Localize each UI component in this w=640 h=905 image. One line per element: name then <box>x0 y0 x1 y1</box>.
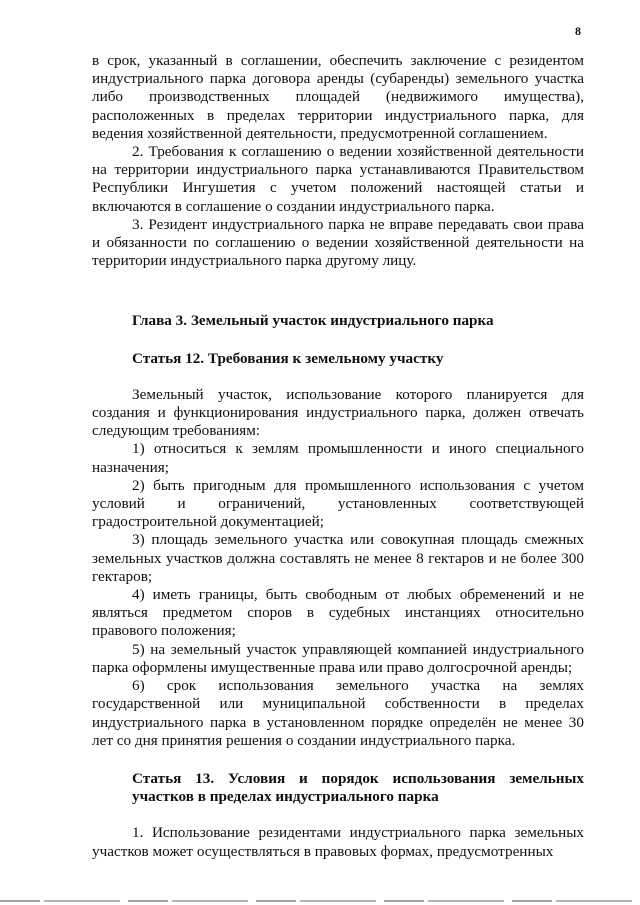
requirement-item-2: 2) быть пригодным для промышленного использования с учетом условий и ограничений, установленных соответствующей градостроительной документацией; <box>92 476 584 531</box>
requirement-item-4: 4) иметь границы, быть свободным от любых обременений и не являться предметом споров в судебных инстанциях относительно правового положения; <box>92 586 584 640</box>
requirement-item-5: 5) на земельный участок управляющей компанией индустриального парка оформлены имущественные права или право долгосрочной аренды; <box>92 640 584 676</box>
requirement-item-3: 3) площадь земельного участка или совокупная площадь смежных земельных участков должна составлять не менее 8 гектаров и не более 300 гектаров; <box>92 531 584 585</box>
paragraph-2: 2. Требования к соглашению о ведении хозяйственной деятельности на территории индустриального парка устанавливаются Правительством Республики Ингушетия с учетом положений настоящей статьи и включаются в соглашение о создании индустриального парка. <box>92 143 584 215</box>
page-number: 8 <box>575 24 581 38</box>
article-13-paragraph-1: 1. Использование резидентами индустриального парка земельных участков может осуществляться в правовых формах, предусмотренных <box>92 824 584 860</box>
article-12-heading: Статья 12. Требования к земельному участку <box>132 349 444 367</box>
paragraph-continuation: в срок, указанный в соглашении, обеспечить заключение с резидентом индустриального парка договора аренды (субаренды) земельного участка либо производственных площадей (недвижимого имущества), расположенных в пределах территории индустриального парка, для ведения хозяйственной деятельности, предусмотренной соглашением. <box>92 52 584 142</box>
requirement-item-1: 1) относиться к землям промышленности и иного специального назначения; <box>92 440 584 476</box>
requirement-item-6: 6) срок использования земельного участка на землях государственной или муниципальной собственности в пределах индустриального парка в установленном порядке определён не менее 30 лет со дня принятия решения о создании индустриального парка. <box>92 677 584 749</box>
paragraph-3: 3. Резидент индустриального парка не вправе передавать свои права и обязанности по соглашению о ведении хозяйственной деятельности на территории индустриального парка другому лицу. <box>92 215 584 270</box>
document-body <box>92 52 584 861</box>
chapter-heading: Глава 3. Земельный участок индустриального парка <box>132 312 494 330</box>
article-13-heading: Статья 13. Условия и порядок использования земельных участков в пределах индустриального парка <box>132 769 584 806</box>
scan-footer-line <box>0 900 640 902</box>
article-12-intro: Земельный участок, использование которого планируется для создания и функционирования индустриального парка, должен отвечать следующим требованиям: <box>92 385 584 440</box>
